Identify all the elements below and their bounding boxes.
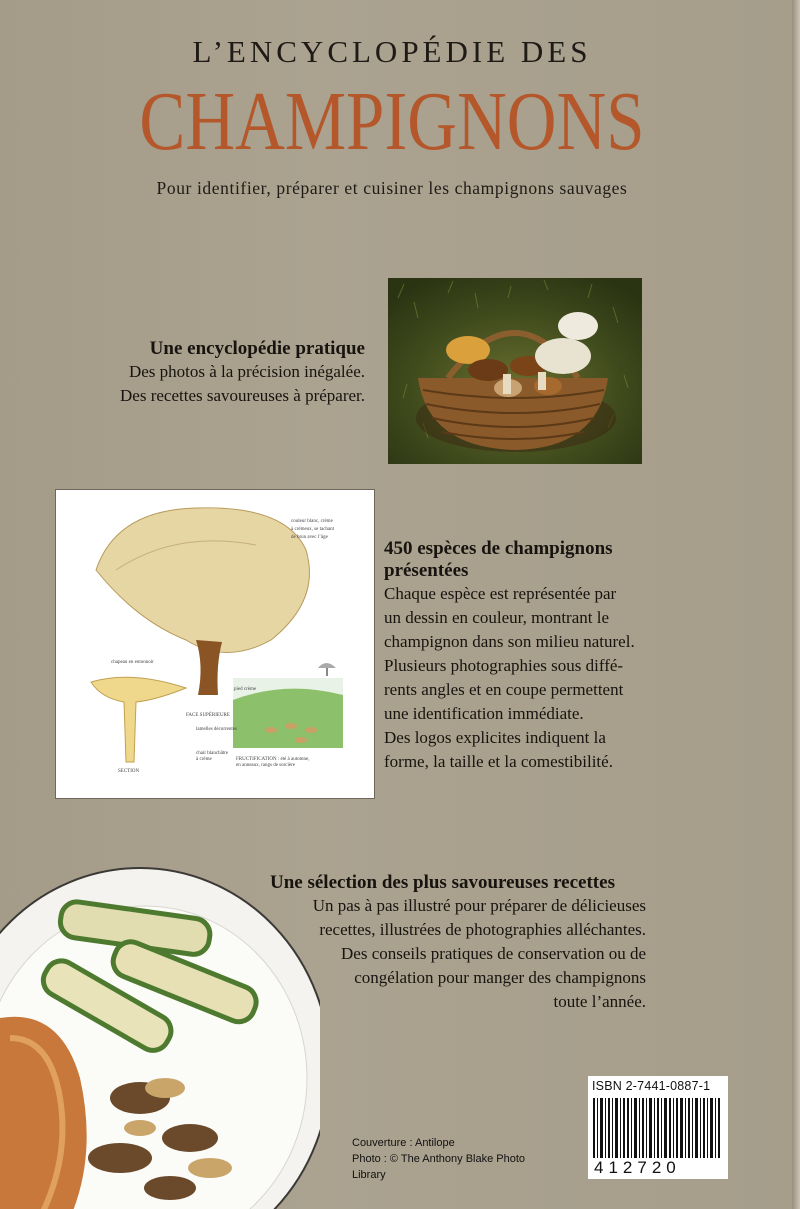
svg-text:FRUCTIFICATION : été à automne: FRUCTIFICATION : été à automne, — [236, 757, 310, 762]
feature-practical-line: Des photos à la précision inégalée. — [128, 362, 365, 381]
feature-recipes-line: Un pas à pas illustré pour préparer de délicieuses — [312, 896, 646, 915]
feature-species-heading: présentées — [384, 560, 469, 581]
svg-text:FACE SUPÉRIEURE: FACE SUPÉRIEURE — [186, 713, 230, 718]
isbn-number: ISBN 2-7441-0887-1 — [592, 1079, 711, 1093]
barcode — [593, 1098, 721, 1158]
feature-species-line: un dessin en couleur, montrant le — [384, 608, 609, 627]
isbn-label — [588, 1076, 728, 1179]
spine-edge-shading — [792, 0, 800, 1209]
feature-recipes-line: congélation pour manger des champignons — [354, 968, 646, 987]
svg-text:pied crème: pied crème — [234, 687, 257, 692]
book-title: CHAMPIGNONS — [139, 75, 645, 168]
svg-text:de brun avec l’âge: de brun avec l’âge — [291, 535, 328, 540]
feature-practical-line: Des recettes savoureuses à préparer. — [120, 386, 365, 405]
feature-recipes-line: recettes, illustrées de photographies alléchantes. — [319, 920, 646, 939]
svg-text:lamelles décurrentes: lamelles décurrentes — [196, 727, 237, 732]
feature-recipes — [270, 872, 646, 1014]
feature-species-line: Des logos explicites indiquent la — [384, 728, 606, 747]
svg-text:à crémeux, se tachant: à crémeux, se tachant — [291, 527, 335, 532]
feature-practical — [65, 338, 365, 408]
svg-text:chapeau en entonnoir: chapeau en entonnoir — [111, 660, 154, 665]
feature-recipes-heading: Une sélection des plus savoureuses recettes — [270, 872, 615, 893]
credit-line: Couverture : Antilope — [352, 1137, 455, 1149]
feature-species-line: Plusieurs photographies sous diffé- — [384, 656, 624, 675]
svg-text:à crème: à crème — [196, 757, 212, 762]
feature-species — [384, 538, 714, 774]
feature-species-line: Chaque espèce est représentée par — [384, 584, 617, 603]
book-subtitle: Pour identifier, préparer et cuisiner les champignons sauvages — [156, 178, 628, 198]
feature-recipes-line: toute l’année. — [553, 992, 646, 1011]
mushroom-basket-photo — [388, 278, 642, 464]
barcode-number: 412720 — [594, 1158, 681, 1177]
svg-text:SECTION: SECTION — [118, 769, 140, 774]
feature-species-line: une identification immédiate. — [384, 704, 584, 723]
feature-species-heading: 450 espèces de champignons — [384, 538, 613, 559]
feature-recipes-line: Des conseils pratiques de conservation ou de — [341, 944, 646, 963]
svg-text:couleur blanc, crème: couleur blanc, crème — [291, 519, 333, 524]
feature-species-line: rents angles et en coupe permettent — [384, 680, 624, 699]
species-illustration-page — [55, 489, 375, 799]
svg-text:chair blanchâtre: chair blanchâtre — [196, 751, 229, 756]
cover-credits — [352, 1135, 582, 1183]
feature-species-line: champignon dans son milieu naturel. — [384, 632, 635, 651]
title-prefix: L’ENCYCLOPÉDIE DES — [192, 34, 592, 69]
feature-species-line: forme, la taille et la comestibilité. — [384, 752, 613, 771]
feature-practical-heading: Une encyclopédie pratique — [149, 338, 365, 359]
credit-line: Photo : © The Anthony Blake Photo — [352, 1153, 526, 1165]
credit-line: Library — [352, 1169, 386, 1181]
svg-text:en anneaux, rangs de sorcière: en anneaux, rangs de sorcière — [236, 763, 295, 768]
